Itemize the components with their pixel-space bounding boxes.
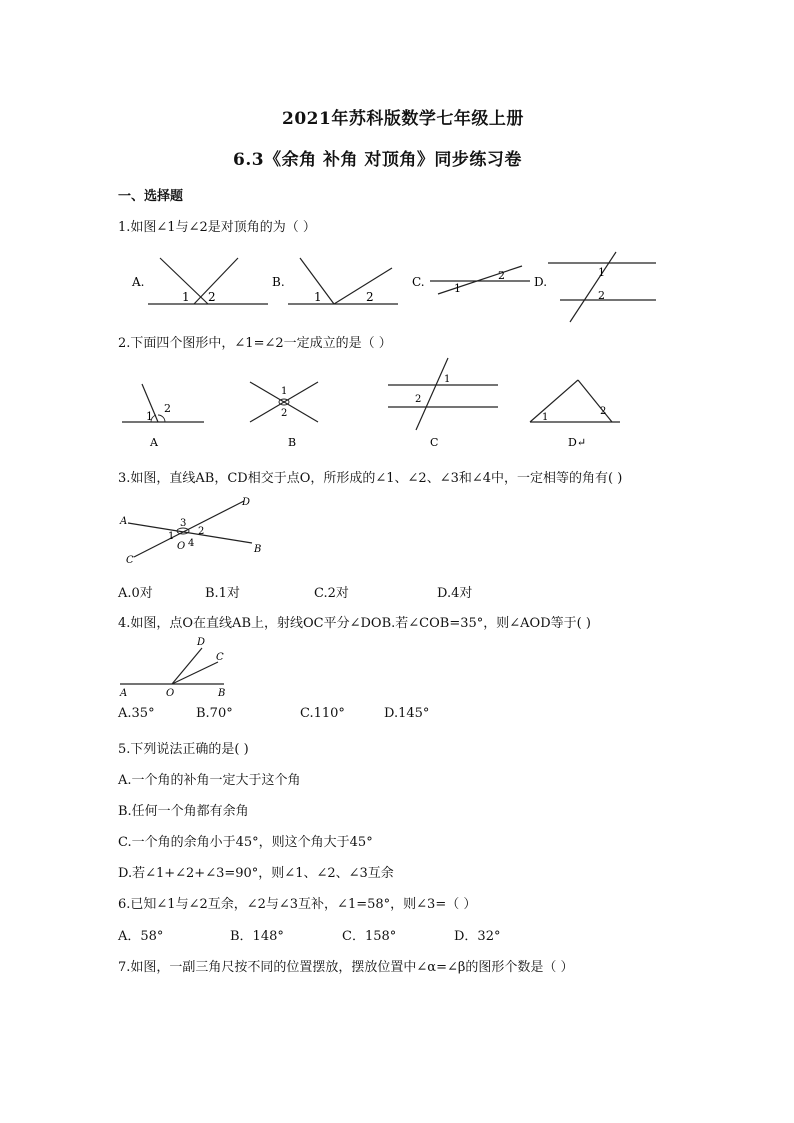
question-4: 4.如图，点O在直线AB上，射线OC平分∠DOB.若∠COB=35°，则∠AOD等于( ) bbox=[118, 616, 591, 631]
q3-angle2: 2 bbox=[198, 526, 205, 537]
q1a-angle1: 1 bbox=[182, 290, 190, 304]
q3-figure bbox=[116, 493, 266, 565]
q4-option-a: A.35° bbox=[118, 706, 155, 721]
q1-label-a: A. bbox=[132, 275, 145, 289]
q1b-angle2: 2 bbox=[366, 290, 374, 304]
q3-label-b: B bbox=[254, 544, 262, 555]
question-3: 3.如图，直线AB，CD相交于点O，所形成的∠1、∠2、∠3和∠4中，一定相等的角有( ) bbox=[118, 471, 623, 486]
q6-option-a: A．58° bbox=[118, 929, 164, 944]
q2c-angle1: 1 bbox=[444, 374, 451, 385]
question-7: 7.如图，一副三角尺按不同的位置摆放，摆放位置中∠α=∠β的图形个数是（ ） bbox=[118, 960, 574, 975]
q2a-angle1: 1 bbox=[146, 410, 153, 423]
q3-option-a: A.0对 bbox=[118, 586, 153, 601]
q3-label-o: O bbox=[177, 541, 186, 552]
question-2: 2.下面四个图形中，∠1=∠2一定成立的是（ ） bbox=[118, 336, 392, 351]
q2b-angle2: 2 bbox=[281, 408, 288, 419]
q2c-angle2: 2 bbox=[415, 394, 422, 405]
question-5: 5.下列说法正确的是( ) bbox=[118, 742, 249, 757]
q6-option-b: B．148° bbox=[230, 929, 284, 944]
section-heading: 一、选择题 bbox=[118, 189, 184, 204]
q3-label-a: A bbox=[120, 516, 128, 527]
q1b-angle1: 1 bbox=[314, 290, 322, 304]
q2-caption-a: A bbox=[150, 436, 158, 449]
q1-label-d: D. bbox=[534, 275, 548, 289]
q3-option-c: C.2对 bbox=[314, 586, 349, 601]
question-6: 6.已知∠1与∠2互余，∠2与∠3互补，∠1=58°，则∠3=（ ） bbox=[118, 897, 477, 912]
q1-figures bbox=[120, 248, 680, 328]
q4-option-c: C.110° bbox=[300, 706, 345, 721]
q4-option-b: B.70° bbox=[196, 706, 233, 721]
q4-label-a: A bbox=[120, 688, 128, 699]
q5-option-c: C.一个角的余角小于45°，则这个角大于45° bbox=[118, 835, 373, 850]
q1c-angle1: 1 bbox=[454, 282, 461, 295]
page-title: 2021年苏科版数学七年级上册 bbox=[282, 109, 524, 129]
q6-option-c: C．158° bbox=[342, 929, 397, 944]
q4-label-d: D bbox=[197, 637, 206, 648]
q5-option-b: B.任何一个角都有余角 bbox=[118, 804, 249, 819]
q4-label-o: O bbox=[166, 688, 175, 699]
q3-angle1: 1 bbox=[168, 531, 175, 542]
q3-label-c: C bbox=[126, 555, 134, 565]
q5-option-d: D.若∠1+∠2+∠3=90°，则∠1、∠2、∠3互余 bbox=[118, 866, 394, 881]
q2d-angle1: 1 bbox=[542, 412, 549, 423]
q4-figure bbox=[118, 634, 238, 700]
q3-angle4: 4 bbox=[188, 538, 195, 549]
q1-label-c: C. bbox=[412, 275, 425, 289]
q3-option-b: B.1对 bbox=[205, 586, 240, 601]
q2b-angle1: 1 bbox=[281, 386, 288, 397]
q3-option-d: D.4对 bbox=[437, 586, 473, 601]
q2-caption-c: C bbox=[430, 436, 439, 449]
q1c-angle2: 2 bbox=[498, 269, 505, 282]
q3-label-d: D bbox=[242, 497, 251, 508]
q2-caption-d: D↵ bbox=[568, 436, 587, 449]
q5-option-a: A.一个角的补角一定大于这个角 bbox=[118, 773, 301, 788]
q1-label-b: B. bbox=[272, 275, 285, 289]
q4-label-b: B bbox=[218, 688, 226, 699]
q6-option-d: D．32° bbox=[454, 929, 501, 944]
page-subtitle: 6.3《余角 补角 对顶角》同步练习卷 bbox=[233, 150, 522, 170]
q2-figures bbox=[118, 352, 678, 452]
q3-angle3: 3 bbox=[180, 518, 187, 529]
q4-option-d: D.145° bbox=[384, 706, 430, 721]
q2-caption-b: B bbox=[288, 436, 297, 449]
q2d-angle2: 2 bbox=[600, 406, 607, 417]
q1a-angle2: 2 bbox=[208, 290, 216, 304]
q1d-angle1: 1 bbox=[598, 266, 605, 279]
q4-label-c: C bbox=[216, 652, 224, 663]
q1d-angle2: 2 bbox=[598, 289, 605, 302]
q2a-angle2: 2 bbox=[164, 402, 171, 415]
question-1: 1.如图∠1与∠2是对顶角的为（ ） bbox=[118, 220, 316, 235]
